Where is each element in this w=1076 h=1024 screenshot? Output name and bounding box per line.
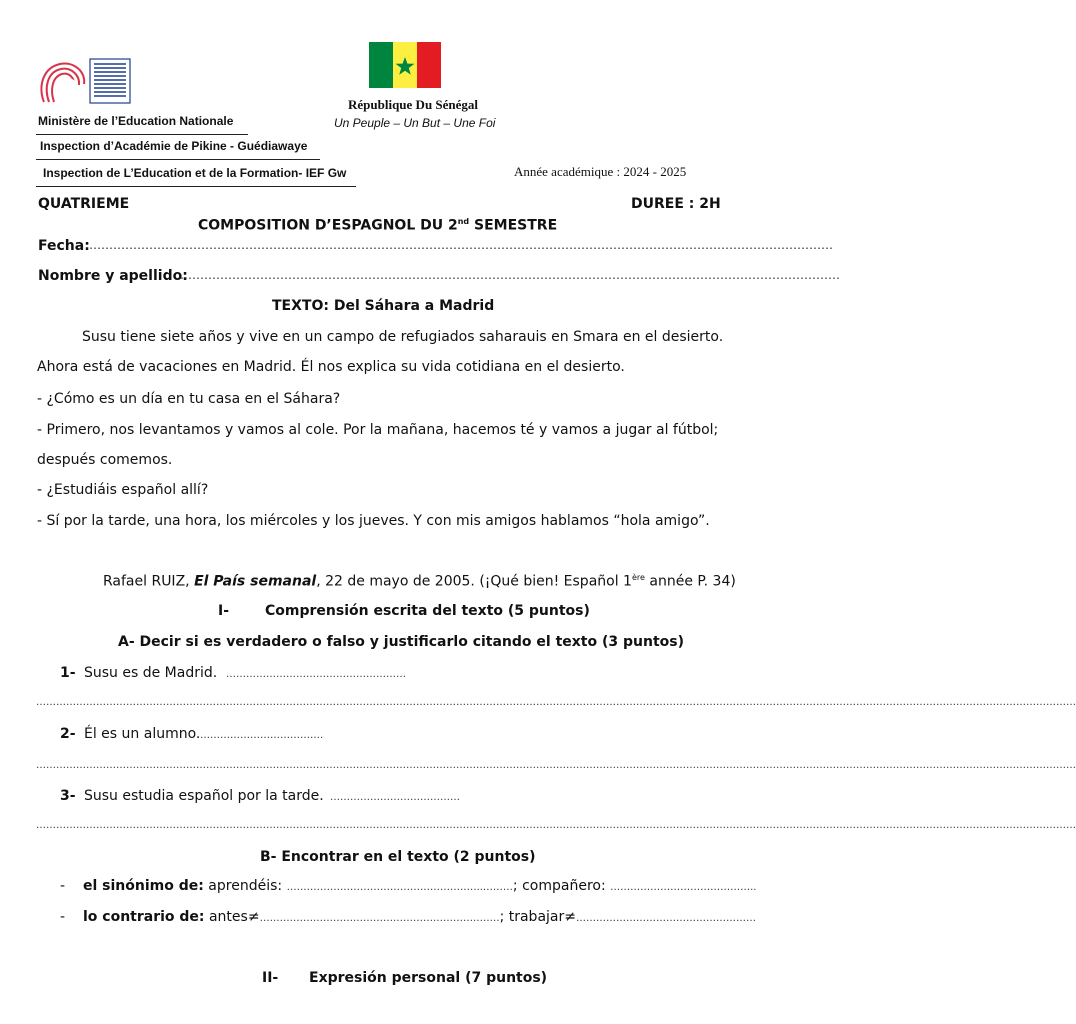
text-line: - Sí por la tarde, una hora, los miércoles y los jueves. Y con mis amigos hablamos “hola amigo”. [37,513,710,529]
text-line: - ¿Estudiáis español allí? [37,482,209,498]
fecha-label: Fecha: [38,238,90,254]
section1-number: I- [218,603,230,619]
synonym-row: el sinónimo de: aprendéis: …………………………………………………..………; compañero: …………………………………….. [83,878,757,894]
nombre-field[interactable]: ………………………………………………………………………………………………………………………………………………… [180,268,840,282]
ministry-logo [38,58,132,106]
text-source: Rafael RUIZ, El País semanal, 22 de mayo de 2005. (¡Qué bien! Español 1ère année P. 34) [103,573,736,590]
bullet: - [60,909,66,925]
item-number: 3- [60,788,76,804]
text-line: Ahora está de vacaciones en Madrid. Él nos explica su vida cotidiana en el desierto. [37,359,625,375]
contrary-answer-1[interactable]: ……………………………………………………………… [259,913,500,924]
senegal-flag-icon [369,42,441,88]
item-text: Susu es de Madrid. [84,665,218,681]
item-number: 1- [60,665,76,681]
text-line: - ¿Cómo es un día en tu casa en el Sáhara? [37,391,341,407]
section2-number: II- [262,970,279,986]
answer-line[interactable]: …………………………………………………………………………………………………………………………………………………………………………………………………………………………………………………………………………………… [36,697,1076,708]
part-b-title: B- Encontrar en el texto (2 puntos) [260,849,536,865]
synonym-answer-2[interactable]: …………………………………….. [610,882,757,893]
contrary-answer-2[interactable]: ……………………………………………… [575,913,756,924]
section2-title: Expresión personal (7 puntos) [309,970,548,986]
ief-inspection: Inspection de L’Education et de la Formation- IEF Gw [43,166,347,180]
section1-title: Comprensión escrita del texto (5 puntos) [265,603,590,619]
ministry-name: Ministère de l’Education Nationale [38,114,234,128]
republic-name: République Du Sénégal [348,97,479,112]
contrary-row: lo contrario de: antes≠………………………………………………………………; trabajar≠……………………………………………… [83,909,756,925]
synonym-answer-1[interactable]: …………………………………………………..……… [286,882,513,893]
text-line: - Primero, nos levantamos y vamos al cole. Por la mañana, hacemos té y vamos a jugar al fútbol; [37,422,719,438]
text-title: TEXTO: Del Sáhara a Madrid [272,298,495,314]
bullet: - [60,878,66,894]
text-line: Susu tiene siete años y vive en un campo de refugiados saharauis en Smara en el desierto. [82,329,724,345]
answer-line[interactable]: …………………………………………………………………………………………………………………………………………………………………………………………………………………………………………………………………………………… [36,760,1076,771]
answer-field[interactable]: ………………………………… [330,792,460,803]
divider [36,134,248,135]
item-text: Él es un alumno. [84,726,201,742]
fecha-field[interactable]: …………………………………………………………………………………………………………………………………………………………………… [89,238,833,252]
part-a-title: A- Decir si es verdadero o falso y justificarlo citando el texto (3 puntos) [118,634,684,650]
nombre-label: Nombre y apellido: [38,268,188,284]
divider [36,159,320,160]
text-line: después comemos. [37,452,173,468]
item-number: 2- [60,726,76,742]
duration: DUREE : 2H [631,196,721,212]
school-year: Année académique : 2024 - 2025 [514,164,687,179]
item-text: Susu estudia español por la tarde. [84,788,324,804]
exam-title: COMPOSITION D’ESPAGNOL DU 2nd SEMESTRE [198,217,558,234]
answer-field[interactable]: ……………………………………………… [226,669,406,680]
academy-inspection: Inspection d’Académie de Pikine - Guédiawaye [40,139,308,153]
national-motto: Un Peuple – Un But – Une Foi [334,116,496,130]
answer-line[interactable]: …………………………………………………………………………………………………………………………………………………………………………………………………………………………………………………………………………………… [36,820,1076,831]
level: QUATRIEME [38,196,130,212]
answer-field[interactable]: ………………………………. [200,730,324,741]
divider [36,186,356,187]
